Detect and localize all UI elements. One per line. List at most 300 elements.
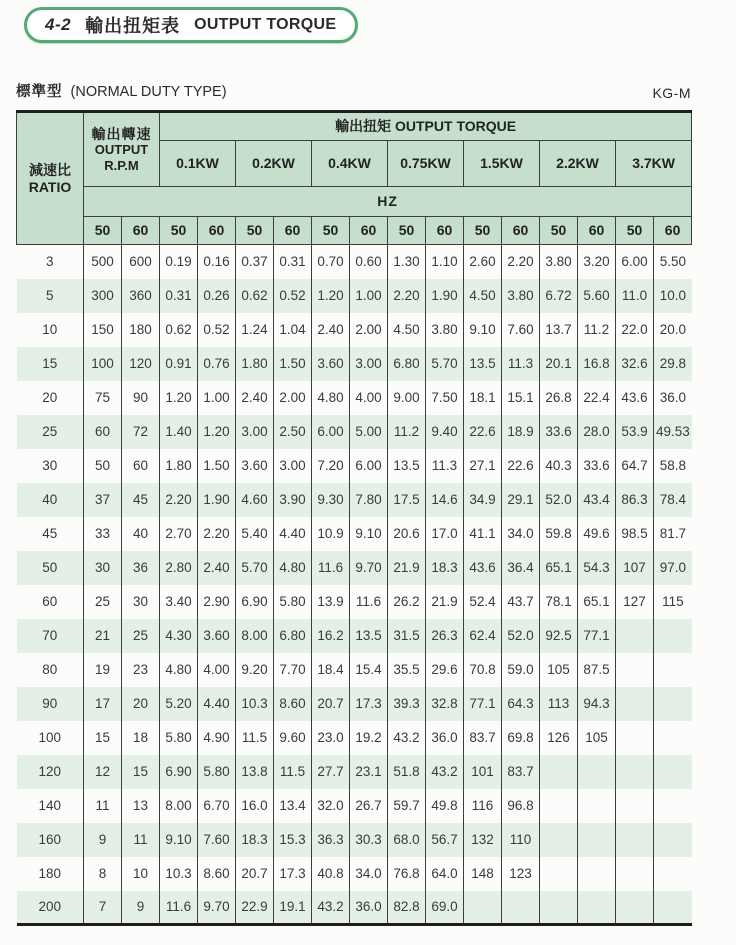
value-cell: 15 <box>84 721 122 755</box>
value-cell: 4.60 <box>236 483 274 517</box>
value-cell: 148 <box>464 857 502 891</box>
value-cell <box>616 891 654 925</box>
value-cell: 113 <box>540 687 578 721</box>
value-cell: 20.7 <box>236 857 274 891</box>
value-cell: 5.80 <box>274 585 312 619</box>
value-cell: 3.00 <box>350 347 388 381</box>
value-cell: 18.1 <box>464 381 502 415</box>
table-row <box>17 517 692 551</box>
ratio-cell: 140 <box>38 798 62 813</box>
value-cell: 0.26 <box>198 279 236 313</box>
value-cell: 0.37 <box>236 245 274 279</box>
value-cell: 1.80 <box>160 449 198 483</box>
value-cell: 1.20 <box>198 415 236 449</box>
value-cell: 500 <box>84 245 122 279</box>
kw-header-cell: 3.7KW <box>616 141 692 187</box>
value-cell: 2.20 <box>198 517 236 551</box>
value-cell <box>616 857 654 891</box>
value-cell: 9.00 <box>388 381 426 415</box>
value-cell: 40.8 <box>312 857 350 891</box>
value-cell: 4.80 <box>312 381 350 415</box>
value-cell: 8.00 <box>160 789 198 823</box>
table-row <box>17 891 692 925</box>
kw-header-cell: 0.75KW <box>388 141 464 187</box>
value-cell: 6.70 <box>198 789 236 823</box>
value-cell: 4.90 <box>198 721 236 755</box>
value-cell: 87.5 <box>578 653 616 687</box>
value-cell: 126 <box>540 721 578 755</box>
value-cell: 18.3 <box>426 551 464 585</box>
hz-value-cell: 60 <box>122 217 160 245</box>
hz-header-cell: HZ <box>84 187 692 217</box>
value-cell: 36.4 <box>502 551 540 585</box>
value-cell: 19 <box>84 653 122 687</box>
value-cell: 10.0 <box>654 279 692 313</box>
value-cell: 9.70 <box>350 551 388 585</box>
value-cell: 17.3 <box>274 857 312 891</box>
value-cell: 98.5 <box>616 517 654 551</box>
value-cell: 105 <box>540 653 578 687</box>
value-cell: 10.3 <box>236 687 274 721</box>
value-cell: 54.3 <box>578 551 616 585</box>
value-cell: 127 <box>616 585 654 619</box>
value-cell: 29.8 <box>654 347 692 381</box>
table-row <box>17 721 692 755</box>
value-cell: 43.6 <box>616 381 654 415</box>
hz-value-cell: 60 <box>578 217 616 245</box>
value-cell: 3.80 <box>426 313 464 347</box>
value-cell: 9.10 <box>464 313 502 347</box>
value-cell: 68.0 <box>388 823 426 857</box>
value-cell: 22.0 <box>616 313 654 347</box>
value-cell: 4.00 <box>198 653 236 687</box>
value-cell <box>654 857 692 891</box>
ratio-cell: 45 <box>42 526 58 541</box>
value-cell: 1.00 <box>350 279 388 313</box>
value-cell: 30 <box>84 551 122 585</box>
value-cell: 3.90 <box>274 483 312 517</box>
value-cell: 20.7 <box>312 687 350 721</box>
table-subheader <box>16 80 691 101</box>
value-cell: 1.80 <box>236 347 274 381</box>
value-cell <box>654 755 692 789</box>
value-cell: 9.20 <box>236 653 274 687</box>
value-cell: 20 <box>122 687 160 721</box>
value-cell: 123 <box>502 857 540 891</box>
value-cell: 30.3 <box>350 823 388 857</box>
value-cell: 51.8 <box>388 755 426 789</box>
value-cell: 36.0 <box>654 381 692 415</box>
value-cell <box>654 721 692 755</box>
value-cell: 5.70 <box>426 347 464 381</box>
value-cell: 0.62 <box>236 279 274 313</box>
hz-value-cell: 60 <box>426 217 464 245</box>
value-cell <box>616 755 654 789</box>
duty-type-en: (NORMAL DUTY TYPE) <box>70 84 227 100</box>
value-cell <box>616 687 654 721</box>
value-cell: 16.8 <box>578 347 616 381</box>
value-cell: 12 <box>84 755 122 789</box>
section-number: 4-2 <box>45 15 72 34</box>
value-cell: 30 <box>122 585 160 619</box>
ratio-cell: 100 <box>38 730 62 745</box>
value-cell: 0.76 <box>198 347 236 381</box>
value-cell: 1.10 <box>426 245 464 279</box>
value-cell: 180 <box>122 313 160 347</box>
value-cell <box>540 789 578 823</box>
value-cell: 13.5 <box>388 449 426 483</box>
hz-value-cell: 50 <box>616 217 654 245</box>
value-cell: 18.3 <box>236 823 274 857</box>
value-cell <box>540 823 578 857</box>
value-cell: 3.60 <box>198 619 236 653</box>
value-cell: 65.1 <box>540 551 578 585</box>
value-cell: 9.10 <box>160 823 198 857</box>
value-cell: 11.3 <box>502 347 540 381</box>
value-cell: 7 <box>84 891 122 925</box>
value-cell: 6.90 <box>160 755 198 789</box>
table-row <box>17 619 692 653</box>
ratio-cell: 15 <box>42 356 58 371</box>
value-cell: 43.2 <box>312 891 350 925</box>
ratio-cell: 20 <box>42 390 58 405</box>
value-cell <box>540 755 578 789</box>
value-cell: 2.40 <box>198 551 236 585</box>
value-cell: 1.50 <box>198 449 236 483</box>
value-cell: 21.9 <box>388 551 426 585</box>
value-cell: 3.60 <box>312 347 350 381</box>
value-cell: 36.0 <box>350 891 388 925</box>
value-cell: 86.3 <box>616 483 654 517</box>
table-row <box>17 755 692 789</box>
value-cell: 92.5 <box>540 619 578 653</box>
value-cell <box>616 619 654 653</box>
value-cell: 36.3 <box>312 823 350 857</box>
value-cell: 78.4 <box>654 483 692 517</box>
value-cell <box>540 891 578 925</box>
duty-type-cjk: 標準型 <box>16 84 63 100</box>
value-cell: 83.7 <box>502 755 540 789</box>
value-cell: 5.20 <box>160 687 198 721</box>
table-header <box>17 112 692 245</box>
value-cell: 115 <box>654 585 692 619</box>
value-cell: 2.40 <box>312 313 350 347</box>
rpm-header-en1: OUTPUT <box>94 142 149 158</box>
value-cell: 59.0 <box>502 653 540 687</box>
value-cell: 21 <box>84 619 122 653</box>
value-cell <box>578 857 616 891</box>
value-cell: 6.72 <box>540 279 578 313</box>
value-cell: 23.1 <box>350 755 388 789</box>
value-cell: 4.50 <box>388 313 426 347</box>
value-cell: 2.00 <box>350 313 388 347</box>
value-cell: 0.91 <box>160 347 198 381</box>
value-cell: 50 <box>84 449 122 483</box>
value-cell: 43.2 <box>426 755 464 789</box>
ratio-cell: 50 <box>42 560 58 575</box>
value-cell: 5.70 <box>236 551 274 585</box>
value-cell: 107 <box>616 551 654 585</box>
hz-value-cell: 50 <box>236 217 274 245</box>
value-cell: 1.20 <box>160 381 198 415</box>
table-row <box>17 585 692 619</box>
value-cell: 39.3 <box>388 687 426 721</box>
value-cell <box>578 823 616 857</box>
value-cell: 8.60 <box>274 687 312 721</box>
value-cell: 8.00 <box>236 619 274 653</box>
value-cell: 11.2 <box>388 415 426 449</box>
value-cell: 7.80 <box>350 483 388 517</box>
value-cell: 6.80 <box>388 347 426 381</box>
value-cell: 2.90 <box>198 585 236 619</box>
table-row <box>17 483 692 517</box>
kw-header-cell: 2.2KW <box>540 141 616 187</box>
value-cell: 17 <box>84 687 122 721</box>
value-cell: 76.8 <box>388 857 426 891</box>
hz-value-cell: 50 <box>84 217 122 245</box>
ratio-cell: 3 <box>45 254 54 270</box>
duty-type-label <box>16 80 227 101</box>
value-cell: 4.80 <box>160 653 198 687</box>
ratio-cell: 60 <box>42 594 58 609</box>
hz-value-cell: 50 <box>540 217 578 245</box>
value-cell: 2.20 <box>502 245 540 279</box>
hz-value-cell: 50 <box>464 217 502 245</box>
value-cell: 0.52 <box>198 313 236 347</box>
hz-value-cell: 60 <box>654 217 692 245</box>
value-cell: 3.00 <box>274 449 312 483</box>
value-cell: 60 <box>84 415 122 449</box>
value-cell: 26.2 <box>388 585 426 619</box>
value-cell: 6.00 <box>312 415 350 449</box>
value-cell: 101 <box>464 755 502 789</box>
value-cell: 11.0 <box>616 279 654 313</box>
value-cell: 9.30 <box>312 483 350 517</box>
value-cell: 4.50 <box>464 279 502 313</box>
value-cell: 16.0 <box>236 789 274 823</box>
value-cell <box>464 891 502 925</box>
value-cell: 9.40 <box>426 415 464 449</box>
value-cell: 9.70 <box>198 891 236 925</box>
value-cell: 37 <box>84 483 122 517</box>
value-cell: 6.00 <box>616 245 654 279</box>
value-cell: 15.1 <box>502 381 540 415</box>
value-cell: 49.6 <box>578 517 616 551</box>
table-row <box>17 381 692 415</box>
value-cell: 11.6 <box>312 551 350 585</box>
value-cell: 7.60 <box>198 823 236 857</box>
value-cell: 110 <box>502 823 540 857</box>
header-row-torque <box>17 112 692 141</box>
value-cell: 13.8 <box>236 755 274 789</box>
hz-value-cell: 60 <box>274 217 312 245</box>
value-cell: 7.70 <box>274 653 312 687</box>
value-cell <box>654 789 692 823</box>
kw-header-cell: 0.1KW <box>160 141 236 187</box>
value-cell: 45 <box>122 483 160 517</box>
ratio-cell: 70 <box>42 628 58 643</box>
value-cell: 59.8 <box>540 517 578 551</box>
value-cell: 9 <box>84 823 122 857</box>
table-row <box>17 245 692 279</box>
value-cell: 2.80 <box>160 551 198 585</box>
table-row <box>17 347 692 381</box>
value-cell: 6.90 <box>236 585 274 619</box>
table-row <box>17 687 692 721</box>
hz-value-cell: 60 <box>350 217 388 245</box>
value-cell: 96.8 <box>502 789 540 823</box>
value-cell: 360 <box>122 279 160 313</box>
table-row <box>17 857 692 891</box>
value-cell: 53.9 <box>616 415 654 449</box>
value-cell: 2.40 <box>236 381 274 415</box>
value-cell: 23.0 <box>312 721 350 755</box>
value-cell: 26.8 <box>540 381 578 415</box>
value-cell: 27.1 <box>464 449 502 483</box>
ratio-header-cell <box>17 112 84 245</box>
value-cell <box>654 687 692 721</box>
header-row-freq <box>17 217 692 245</box>
value-cell: 26.7 <box>350 789 388 823</box>
value-cell: 69.8 <box>502 721 540 755</box>
value-cell: 9.10 <box>350 517 388 551</box>
value-cell: 0.31 <box>274 245 312 279</box>
ratio-cell: 80 <box>42 662 58 677</box>
value-cell: 65.1 <box>578 585 616 619</box>
value-cell: 0.62 <box>160 313 198 347</box>
value-cell: 11.2 <box>578 313 616 347</box>
value-cell: 0.52 <box>274 279 312 313</box>
value-cell: 18 <box>122 721 160 755</box>
table-row <box>17 449 692 483</box>
value-cell: 4.30 <box>160 619 198 653</box>
value-cell: 34.0 <box>350 857 388 891</box>
value-cell: 40 <box>122 517 160 551</box>
value-cell: 64.0 <box>426 857 464 891</box>
value-cell: 15.3 <box>274 823 312 857</box>
value-cell: 75 <box>84 381 122 415</box>
value-cell: 4.00 <box>350 381 388 415</box>
value-cell: 3.60 <box>236 449 274 483</box>
value-cell: 13.4 <box>274 789 312 823</box>
value-cell: 13.9 <box>312 585 350 619</box>
value-cell: 36 <box>122 551 160 585</box>
value-cell: 33.6 <box>540 415 578 449</box>
value-cell: 69.0 <box>426 891 464 925</box>
value-cell: 8.60 <box>198 857 236 891</box>
value-cell: 11 <box>84 789 122 823</box>
value-cell: 22.9 <box>236 891 274 925</box>
value-cell <box>616 653 654 687</box>
value-cell: 18.9 <box>502 415 540 449</box>
value-cell: 19.1 <box>274 891 312 925</box>
value-cell: 34.9 <box>464 483 502 517</box>
page-title-cjk: 輸出扭矩表 <box>85 16 181 36</box>
value-cell: 90 <box>122 381 160 415</box>
value-cell: 11.3 <box>426 449 464 483</box>
value-cell: 7.20 <box>312 449 350 483</box>
value-cell: 94.3 <box>578 687 616 721</box>
value-cell: 22.6 <box>464 415 502 449</box>
value-cell: 1.24 <box>236 313 274 347</box>
value-cell: 7.50 <box>426 381 464 415</box>
value-cell: 11.5 <box>236 721 274 755</box>
value-cell: 56.7 <box>426 823 464 857</box>
value-cell: 22.6 <box>502 449 540 483</box>
value-cell: 23 <box>122 653 160 687</box>
value-cell: 36.0 <box>426 721 464 755</box>
value-cell: 81.7 <box>654 517 692 551</box>
value-cell: 15.4 <box>350 653 388 687</box>
value-cell: 52.0 <box>502 619 540 653</box>
value-cell: 0.19 <box>160 245 198 279</box>
value-cell: 1.30 <box>388 245 426 279</box>
value-cell: 25 <box>84 585 122 619</box>
value-cell <box>540 857 578 891</box>
value-cell: 40.3 <box>540 449 578 483</box>
value-cell: 120 <box>122 347 160 381</box>
value-cell: 70.8 <box>464 653 502 687</box>
value-cell: 1.90 <box>198 483 236 517</box>
value-cell <box>654 823 692 857</box>
value-cell: 41.1 <box>464 517 502 551</box>
value-cell: 2.00 <box>274 381 312 415</box>
header-row-hz <box>17 187 692 217</box>
value-cell: 19.2 <box>350 721 388 755</box>
value-cell: 33 <box>84 517 122 551</box>
value-cell: 62.4 <box>464 619 502 653</box>
value-cell: 49.8 <box>426 789 464 823</box>
value-cell: 32.8 <box>426 687 464 721</box>
ratio-cell: 30 <box>42 458 58 473</box>
ratio-cell: 120 <box>38 764 62 779</box>
value-cell <box>578 891 616 925</box>
value-cell: 64.3 <box>502 687 540 721</box>
table-row <box>17 789 692 823</box>
rpm-header-en2: R.P.M <box>104 157 139 173</box>
value-cell: 10.3 <box>160 857 198 891</box>
value-cell <box>654 891 692 925</box>
value-cell: 5.80 <box>160 721 198 755</box>
value-cell: 132 <box>464 823 502 857</box>
value-cell: 35.5 <box>388 653 426 687</box>
table-row <box>17 653 692 687</box>
unit-label: KG-M <box>652 85 691 101</box>
table-row <box>17 279 692 313</box>
value-cell: 43.2 <box>388 721 426 755</box>
value-cell: 1.00 <box>198 381 236 415</box>
value-cell: 7.60 <box>502 313 540 347</box>
value-cell: 5.60 <box>578 279 616 313</box>
kw-header-cell: 1.5KW <box>464 141 540 187</box>
value-cell: 1.20 <box>312 279 350 313</box>
hz-value-cell: 50 <box>388 217 426 245</box>
kw-header-cell: 0.4KW <box>312 141 388 187</box>
value-cell <box>654 619 692 653</box>
value-cell: 2.70 <box>160 517 198 551</box>
value-cell: 8 <box>84 857 122 891</box>
value-cell: 16.2 <box>312 619 350 653</box>
value-cell: 22.4 <box>578 381 616 415</box>
value-cell: 59.7 <box>388 789 426 823</box>
hz-value-cell: 60 <box>502 217 540 245</box>
value-cell: 5.80 <box>198 755 236 789</box>
value-cell: 0.70 <box>312 245 350 279</box>
hz-value-cell: 50 <box>160 217 198 245</box>
ratio-header-cjk: 減速比 <box>29 161 71 178</box>
value-cell: 25 <box>122 619 160 653</box>
value-cell: 11.5 <box>274 755 312 789</box>
